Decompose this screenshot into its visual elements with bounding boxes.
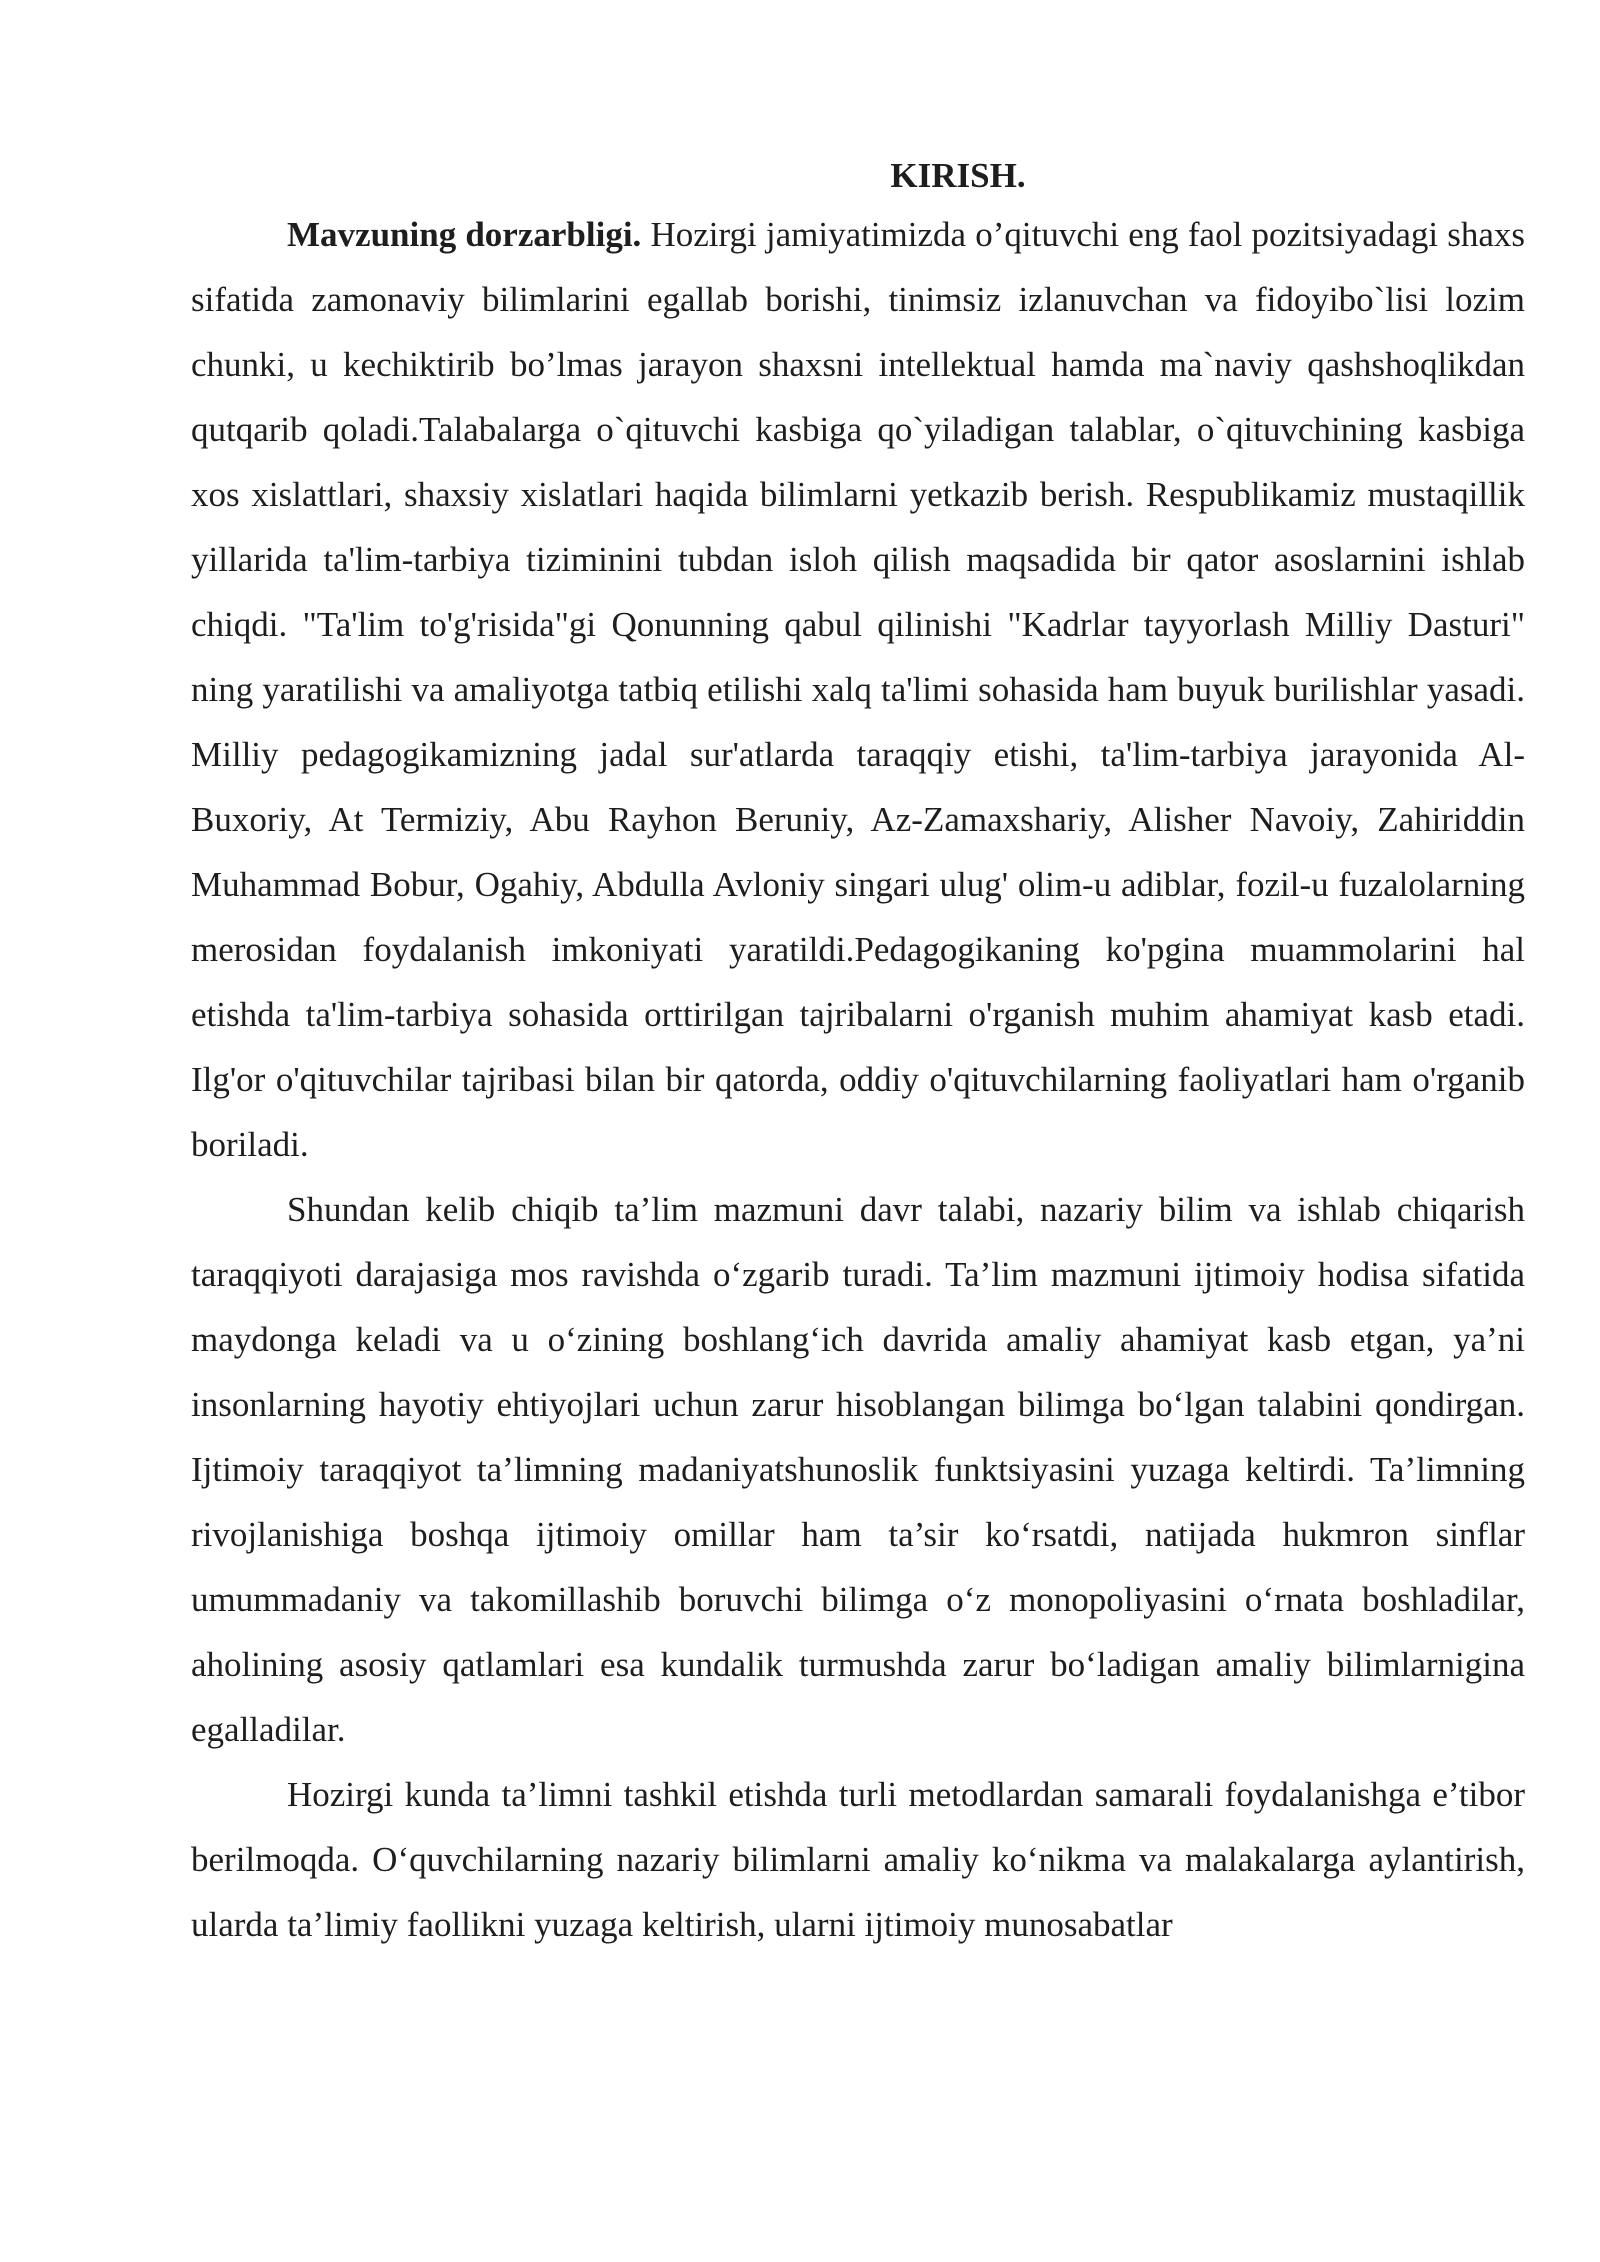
paragraph-1-text: Hozirgi jamiyatimizda o’qituvchi eng faol pozitsiyadagi shaxs sifatida zamonaviy bilimlarini egallab borishi, tinimsiz izlanuvchan va fidoyibo`lisi lozim chunki, u kechiktirib bo’lmas jarayon shaxsni intellektual hamda ma`naviy qashshoqlikdan qutqarib qoladi.Talabalarga o`qituvchi kasbiga qo`yiladigan talablar, o`qituvchining kasbiga xos xislattlari, shaxsiy xislatlari haqida bilimlarni yetkazib berish. Respublikamiz mustaqillik yillarida ta'lim-tarbiya tiziminini tubdan isloh qilish maqsadida bir qator asoslarnini ishlab chiqdi. "Ta'lim to'g'risida"gi Qonunning qabul qilinishi "Kadrlar tayyorlash Milliy Dasturi" ning yaratilishi va amaliyotga tatbiq etilishi xalq ta'limi sohasida ham buyuk burilishlar yasadi. Milliy pedagogikamizning jadal sur'atlarda taraqqiy etishi, ta'lim-tarbiya jarayonida Al-Buxoriy, At Termiziy, Abu Rayhon Beruniy, Az-Zamaxshariy, Alisher Navoiy, Zahiriddin Muhammad Bobur, Ogahiy, Abdulla Avloniy singari ulug' olim-u adiblar, fozil-u fuzalolarning merosidan foydalanish imkoniyati yaratildi.Pedagogikaning ko'pgina muammolarini hal etishda ta'lim-tarbiya sohasida orttirilgan tajribalarni o'rganish muhim ahamiyat kasb etadi. Ilg'or o'qituvchilar tajribasi bilan bir qatorda, oddiy o'qituvchilarning faoliyatlari ham o'rganib boriladi. <box>191 215 1525 1164</box>
section-heading: KIRISH. <box>890 156 1026 195</box>
document-body <box>191 150 1525 1957</box>
paragraph-1 <box>191 202 1525 1177</box>
paragraph-2: Shundan kelib chiqib ta’lim mazmuni davr talabi, nazariy bilim va ishlab chiqarish taraqqiyoti darajasiga mos ravishda o‘zgarib turadi. Ta’lim mazmuni ijtimoiy hodisa sifatida maydonga keladi va u o‘zining boshlang‘ich davrida amaliy ahamiyat kasb etgan, ya’ni insonlarning hayotiy ehtiyojlari uchun zarur hisoblangan bilimga bo‘lgan talabini qondirgan. Ijtimoiy taraqqiyot ta’limning madaniyatshunoslik funktsiyasini yuzaga keltirdi. Ta’limning rivojlanishiga boshqa ijtimoiy omillar ham ta’sir ko‘rsatdi, natijada hukmron sinflar umummadaniy va takomillashib boruvchi bilimga o‘z monopoliyasini o‘rnata boshladilar, aholining asosiy qatlamlari esa kundalik turmushda zarur bo‘ladigan amaliy bilimlarnigina egalladilar. <box>191 1190 1525 1749</box>
paragraph-1-lead: Mavzuning dorzarbligi. <box>287 215 642 254</box>
paragraph-3: Hozirgi kunda ta’limni tashkil etishda turli metodlardan samarali foydalanishga e’tibor berilmoqda. O‘quvchilarning nazariy bilimlarni amaliy ko‘nikma va malakalarga aylantirish, ularda ta’limiy faollikni yuzaga keltirish, ularni ijtimoiy munosabatlar <box>191 1775 1525 1944</box>
